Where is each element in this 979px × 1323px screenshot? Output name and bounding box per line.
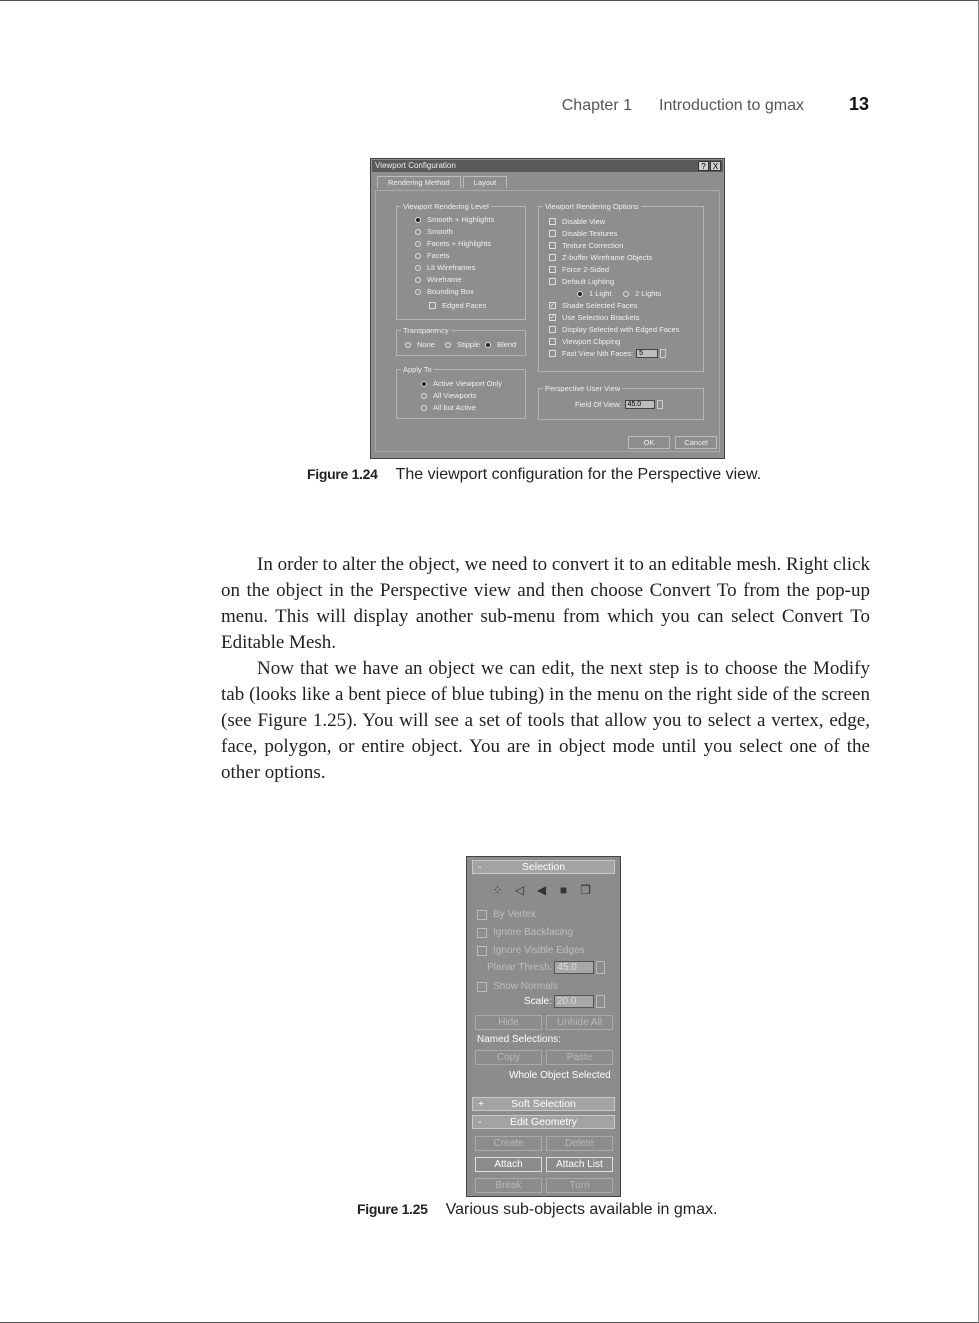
polygon-icon[interactable]: ■ xyxy=(559,883,568,897)
rendering-options-group xyxy=(538,202,704,372)
viewport-configuration-dialog xyxy=(370,158,725,459)
option-label: Fast View Nth Faces: xyxy=(562,349,634,358)
checkbox-texture-correction[interactable] xyxy=(549,241,623,250)
selection-panel xyxy=(466,856,621,1197)
rollout-title: Soft Selection xyxy=(511,1098,576,1110)
option-label: Default Lighting xyxy=(562,277,615,286)
nth-faces-spinner[interactable]: 5 xyxy=(636,349,658,358)
unhide-all-button[interactable]: Unhide All xyxy=(546,1015,613,1030)
ok-button[interactable]: OK xyxy=(628,436,670,449)
rendering-level-label: Viewport Rendering Level xyxy=(403,202,489,211)
paste-button[interactable]: Paste xyxy=(546,1050,613,1065)
face-icon[interactable]: ◀ xyxy=(536,883,547,897)
checkbox-edged-faces[interactable] xyxy=(429,301,486,310)
radio-all-viewports[interactable] xyxy=(421,391,476,400)
cancel-button[interactable]: Cancel xyxy=(675,436,717,449)
planar-thresh-spinner[interactable]: 45.0 xyxy=(554,961,594,974)
running-header xyxy=(562,94,869,115)
attach-list-button[interactable]: Attach List xyxy=(546,1157,613,1172)
option-label: Ignore Visible Edges xyxy=(493,945,585,956)
field-of-view xyxy=(575,400,663,409)
checkbox-viewport-clipping[interactable] xyxy=(549,337,620,346)
spinner-arrows-icon[interactable] xyxy=(657,400,663,409)
option-label: Viewport Clipping xyxy=(562,337,621,346)
option-label: All but Active xyxy=(433,403,476,412)
checkbox-default-lighting[interactable] xyxy=(549,277,614,286)
radio-none[interactable] xyxy=(405,340,435,349)
option-label: Facets + Highlights xyxy=(427,239,491,248)
option-label: Texture Correction xyxy=(562,241,624,250)
perspective-label: Perspective User View xyxy=(545,384,621,393)
edge-icon[interactable]: ◁ xyxy=(514,883,525,897)
radio-smooth[interactable] xyxy=(415,227,453,236)
radio-facets[interactable] xyxy=(415,251,450,260)
option-label: Disable Textures xyxy=(562,229,618,238)
radio-1-light[interactable] xyxy=(577,289,612,298)
option-label: Z-buffer Wireframe Objects xyxy=(562,253,653,262)
option-label: By Vertex xyxy=(493,909,536,920)
soft-selection-rollout-header[interactable]: + Soft Selection xyxy=(472,1097,615,1111)
header-chapter: Chapter 1 xyxy=(561,97,632,114)
option-label: Smooth xyxy=(427,227,453,236)
option-label: Stipple xyxy=(457,340,480,349)
checkbox-force-2sided[interactable] xyxy=(549,265,609,274)
spinner-arrows-icon[interactable] xyxy=(596,961,605,974)
radio-facets-highlights[interactable] xyxy=(415,239,491,248)
named-selections-label: Named Selections: xyxy=(477,1034,561,1045)
selection-status: Whole Object Selected xyxy=(509,1070,611,1081)
transparency-label: Transparency xyxy=(403,326,449,335)
fov-spinner[interactable]: 45.0 xyxy=(625,400,655,409)
rollout-title: Edit Geometry xyxy=(509,1116,578,1128)
checkbox-shade-selected[interactable]: ✓ Shade Selected Faces xyxy=(550,301,638,310)
option-label: Scale: xyxy=(524,996,552,1007)
scale xyxy=(524,995,605,1008)
help-button[interactable]: ? xyxy=(698,161,709,171)
body-text xyxy=(221,552,870,786)
option-label: Ignore Backfacing xyxy=(493,927,574,938)
transparency-group xyxy=(396,326,526,356)
dialog-titlebar xyxy=(372,160,723,172)
option-label: Display Selected with Edged Faces xyxy=(562,325,680,334)
apply-to-group xyxy=(396,365,526,419)
checkbox-fast-view[interactable] xyxy=(549,349,666,358)
perspective-group xyxy=(538,384,704,420)
ignore-visible-edges-checkbox[interactable] xyxy=(477,945,585,956)
option-label: Shade Selected Faces xyxy=(562,301,638,310)
option-label: Edged Faces xyxy=(442,301,487,310)
radio-smooth-highlights[interactable] xyxy=(415,215,494,224)
radio-stipple[interactable] xyxy=(445,340,480,349)
tab-layout[interactable]: Layout xyxy=(463,176,508,188)
break-button[interactable]: Break xyxy=(475,1178,542,1193)
radio-blend[interactable] xyxy=(485,340,516,349)
scale-spinner[interactable]: 20.0 xyxy=(554,995,594,1008)
option-label: 1 Light xyxy=(589,289,612,298)
option-label: Smooth + Highlights xyxy=(427,215,495,224)
checkbox-disable-view[interactable] xyxy=(549,217,605,226)
spinner-arrows-icon[interactable] xyxy=(660,349,666,358)
attach-button[interactable]: Attach xyxy=(475,1157,542,1172)
dialog-title: Viewport Configuration xyxy=(375,161,456,170)
rendering-options-label: Viewport Rendering Options xyxy=(545,202,639,211)
option-label: Bounding Box xyxy=(427,287,474,296)
rendering-level-group xyxy=(396,202,526,320)
spinner-arrows-icon[interactable] xyxy=(596,995,605,1008)
caption-number: Figure 1.24 xyxy=(307,466,378,482)
element-icon[interactable]: ❒ xyxy=(580,883,591,897)
subobject-icons xyxy=(491,884,592,897)
paragraph-2: Now that we have an object we can edit, the next step is to choose the Modify tab (looks like a bent piece of blue tubing) in the menu on the right side of the screen (see Figure 1.25). You will see a set of tools that allow you to select a vertex, edge, face, polygon, or entire object. You are in object mode until you select one of the other options. xyxy=(221,658,870,783)
paragraph-1: In order to alter the object, we need to convert it to an editable mesh. Right click on the object in the Perspective view and then choose Convert To from the pop-up menu. This will display another sub-menu from which you can select Convert To Editable Mesh. xyxy=(221,554,870,653)
planar-thresh xyxy=(487,961,605,974)
show-normals-checkbox[interactable] xyxy=(477,981,558,992)
option-label: Force 2-Sided xyxy=(562,265,610,274)
copy-button[interactable]: Copy xyxy=(475,1050,542,1065)
option-label: Active Viewport Only xyxy=(433,379,503,388)
create-button[interactable]: Create xyxy=(475,1136,542,1151)
tab-body xyxy=(375,190,720,452)
option-label: Facets xyxy=(427,251,450,260)
option-label: Lit Wireframes xyxy=(427,263,476,272)
rollout-title: Selection xyxy=(521,861,566,873)
checkbox-disable-textures[interactable] xyxy=(549,229,617,238)
figure-1-24-caption xyxy=(307,466,761,484)
radio-2-lights[interactable] xyxy=(623,289,661,298)
checkbox-zbuffer[interactable] xyxy=(549,253,652,262)
caption-text: The viewport configuration for the Perspective view. xyxy=(395,466,762,483)
edit-geometry-rollout-header[interactable]: - Edit Geometry xyxy=(472,1115,615,1129)
hide-button[interactable]: Hide xyxy=(475,1015,542,1030)
page-number: 13 xyxy=(848,94,869,114)
selection-rollout-header[interactable]: - Selection xyxy=(472,860,615,874)
turn-button[interactable]: Turn xyxy=(546,1178,613,1193)
apply-to-label: Apply To xyxy=(403,365,432,374)
checkbox-display-edged[interactable] xyxy=(549,325,680,334)
header-section: Introduction to gmax xyxy=(659,97,804,114)
caption-number: Figure 1.25 xyxy=(357,1201,428,1217)
fov-label: Field Of View: xyxy=(575,400,622,409)
option-label: 2 Lights xyxy=(635,289,662,298)
vertex-icon[interactable]: ⁘ xyxy=(492,883,503,897)
tab-rendering-method[interactable]: Rendering Method xyxy=(377,176,461,188)
checkbox-selection-brackets[interactable]: ✓ Use Selection Brackets xyxy=(550,313,640,322)
option-label: Wireframe xyxy=(427,275,462,284)
option-label: None xyxy=(417,340,435,349)
option-label: All Viewports xyxy=(433,391,477,400)
figure-1-25-caption xyxy=(357,1201,717,1219)
delete-button[interactable]: Delete xyxy=(546,1136,613,1151)
option-label: Planar Thresh: xyxy=(487,962,553,973)
by-vertex-checkbox[interactable] xyxy=(477,909,536,920)
option-label: Use Selection Brackets xyxy=(562,313,640,322)
caption-text: Various sub-objects available in gmax. xyxy=(445,1201,718,1218)
radio-lit-wireframes[interactable] xyxy=(415,263,475,272)
radio-bounding-box[interactable] xyxy=(415,287,474,296)
option-label: Show Normals xyxy=(493,981,559,992)
close-button[interactable]: X xyxy=(710,161,721,171)
ignore-backfacing-checkbox[interactable] xyxy=(477,927,573,938)
radio-wireframe[interactable] xyxy=(415,275,462,284)
option-label: Blend xyxy=(497,340,517,349)
option-label: Disable View xyxy=(562,217,606,226)
radio-active-viewport[interactable] xyxy=(421,379,502,388)
radio-all-but-active[interactable] xyxy=(421,403,476,412)
